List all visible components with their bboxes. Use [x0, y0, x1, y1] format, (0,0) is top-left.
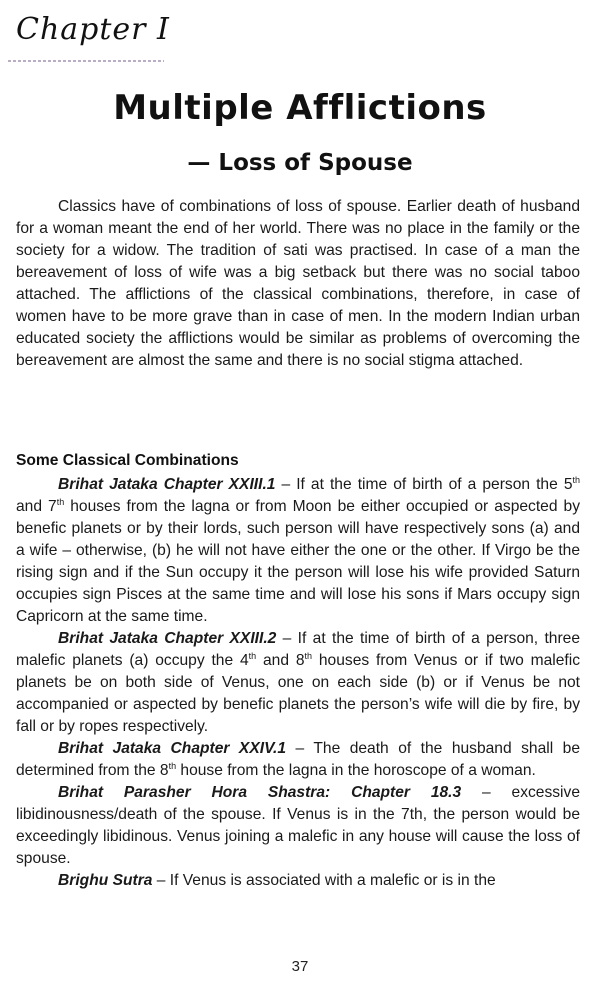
paragraph-text: – If Venus is associated with a malefic or is in the	[152, 872, 496, 889]
chapter-underline	[8, 60, 164, 62]
reference-title: Brihat Jataka Chapter XXIII.1	[58, 476, 276, 493]
paragraph-text: and 7	[16, 498, 57, 515]
superscript: th	[572, 474, 581, 485]
paragraph-brihat-parasher	[16, 782, 580, 870]
superscript: th	[168, 760, 177, 771]
paragraph-brighu-sutra	[16, 870, 580, 892]
reference-title: Brighu Sutra	[58, 872, 153, 889]
paragraph-brihat-jataka-23-1	[16, 474, 580, 628]
chapter-label: Chapter I	[16, 12, 170, 47]
superscript: th	[248, 650, 257, 661]
paragraph-text: – The death of the husband shall be determined from the 8	[16, 740, 580, 779]
paragraph-text: – If at the time of birth of a person, three malefic planets (a) occupy the 4	[16, 630, 580, 669]
page-title: Multiple Afflictions	[113, 88, 487, 128]
reference-title: Brihat Parasher Hora Shastra: Chapter 18.3	[58, 784, 462, 801]
paragraph-text: – If at the time of birth of a person the 5	[275, 476, 573, 493]
superscript: th	[304, 650, 313, 661]
reference-title: Brihat Jataka Chapter XXIII.2	[58, 630, 277, 647]
paragraph-text: houses from the lagna or from Moon be either occupied or aspected by benefic planets or by their lords, such person will have respectively sons (a) and a wife – otherwise, (b) he will not have either the one or the other. If Virgo be the rising sign and if the Sun occupy it the person will lose his wife provided Saturn occupies sign Pisces at the same time and will lose his sons if Mars occupy sign Capricorn at the same time.	[16, 498, 580, 625]
body-text	[16, 474, 580, 892]
paragraph-text: houses from Venus or if two malefic planets be on both side of Venus, one on each side (b) or if Venus be not accompanied or aspected by benefic planets the person’s wife will die by fire, by fall or by ropes respectively.	[16, 652, 581, 735]
page-subtitle: — Loss of Spouse	[187, 150, 413, 176]
paragraph-text: – excessive libidinousness/death of the spouse. If Venus is in the 7th, the person would be exceedingly libidinous. Venus joining a malefic in any house will cause the loss of spouse.	[16, 784, 580, 867]
section-heading: Some Classical Combinations	[16, 452, 239, 469]
paragraph-brihat-jataka-23-2	[16, 628, 580, 738]
reference-title: Brihat Jataka Chapter XXIV.1	[58, 740, 287, 757]
page-number: 37	[291, 958, 309, 975]
paragraph-brihat-jataka-24-1	[16, 738, 580, 782]
intro-paragraph: Classics have of combinations of loss of spouse. Earlier death of husband for a woman meant the end of her world. There was no place in the family or the society for a widow. The tradition of sati was practised. In case of a man the bereavement of loss of wife was a big setback but there was no social taboo attached. The afflictions of the classical combinations, therefore, in case of women have to be more grave than in case of men. In the modern Indian urban educated society the afflictions would be similar as problems of overcoming the bereavement are almost the same and there is no social stigma attached.	[16, 198, 580, 369]
paragraph-text: house from the lagna in the horoscope of a woman.	[176, 762, 536, 779]
superscript: th	[56, 496, 65, 507]
paragraph-text: and 8	[256, 652, 305, 669]
